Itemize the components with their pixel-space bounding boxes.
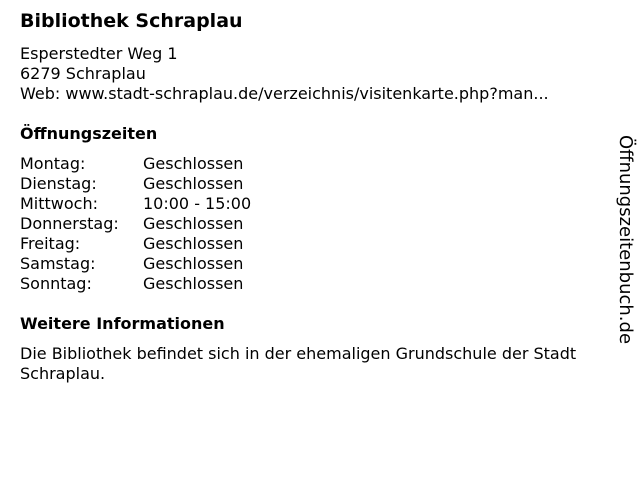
day-label: Donnerstag:: [20, 214, 119, 233]
opening-hours-table: [20, 154, 251, 294]
page-title: Bibliothek Schraplau: [20, 10, 243, 32]
day-label: Dienstag:: [20, 174, 97, 193]
brand-watermark: Öffnungszeitenbuch.de: [615, 135, 636, 345]
day-label: Samstag:: [20, 254, 96, 273]
address-city: 6279 Schraplau: [20, 64, 146, 83]
address-block: [20, 44, 549, 104]
time-value: Geschlossen: [143, 234, 244, 253]
address-street: Esperstedter Weg 1: [20, 44, 178, 63]
time-value: Geschlossen: [143, 214, 244, 233]
time-value: Geschlossen: [143, 154, 244, 173]
hours-row-monday: [20, 154, 251, 174]
time-value: Geschlossen: [143, 174, 244, 193]
time-value: Geschlossen: [143, 254, 244, 273]
hours-row-tuesday: [20, 174, 251, 194]
time-value: 10:00 - 15:00: [143, 194, 252, 213]
time-value: Geschlossen: [143, 274, 244, 293]
hours-row-wednesday: [20, 194, 251, 214]
hours-row-saturday: [20, 254, 251, 274]
day-label: Sonntag:: [20, 274, 92, 293]
opening-hours-heading: Öffnungszeiten: [20, 124, 158, 143]
hours-row-sunday: [20, 274, 251, 294]
hours-row-thursday: [20, 214, 251, 234]
day-label: Montag:: [20, 154, 86, 173]
day-label: Mittwoch:: [20, 194, 98, 213]
more-info-heading: Weitere Informationen: [20, 314, 225, 333]
more-info-text: Die Bibliothek befindet sich in der ehemaligen Grundschule der Stadt Schraplau.: [20, 344, 577, 383]
day-label: Freitag:: [20, 234, 81, 253]
hours-row-friday: [20, 234, 251, 254]
address-web[interactable]: Web: www.stadt-schraplau.de/verzeichnis/visitenkarte.php?man...: [20, 84, 549, 103]
